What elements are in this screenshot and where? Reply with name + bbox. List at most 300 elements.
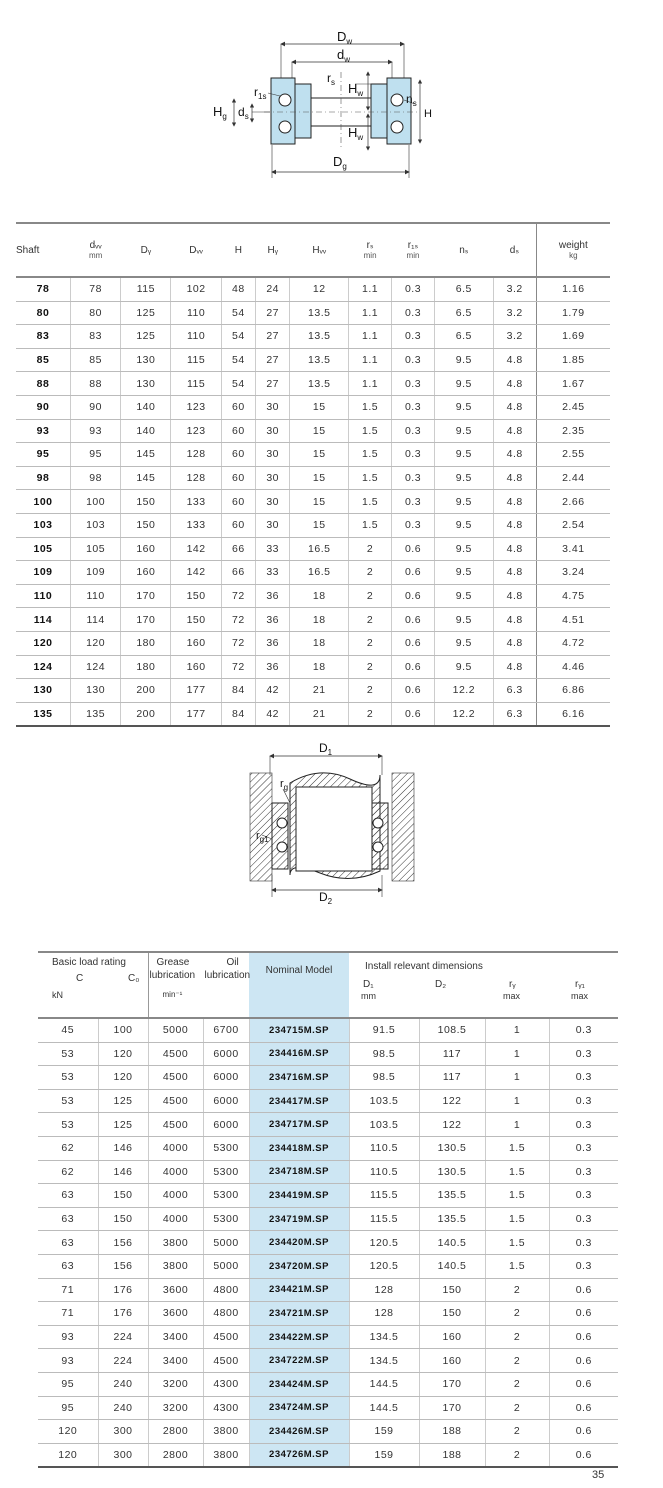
table-cell: 110 bbox=[171, 325, 221, 349]
table-cell: 3.24 bbox=[536, 561, 610, 585]
table-cell: 16.5 bbox=[290, 537, 349, 561]
table-cell: 15 bbox=[290, 490, 349, 514]
table-cell: 150 bbox=[98, 1207, 148, 1231]
table-cell: 0.6 bbox=[392, 679, 435, 703]
dimensions-header-cell bbox=[536, 223, 610, 277]
header-label: dₛ bbox=[509, 244, 520, 256]
table-cell: 60 bbox=[221, 419, 255, 443]
table-cell: 4.51 bbox=[536, 608, 610, 632]
basic-load-label: Basic load rating bbox=[52, 957, 126, 968]
table-cell: 3800 bbox=[148, 1231, 203, 1255]
table-cell: 140.5 bbox=[419, 1231, 485, 1255]
table-cell: 36 bbox=[256, 584, 290, 608]
table-cell: 16.5 bbox=[290, 561, 349, 585]
table-cell: 62 bbox=[38, 1136, 98, 1160]
table-cell: 9.5 bbox=[434, 513, 493, 537]
table-row bbox=[16, 608, 610, 632]
table-cell: 2.45 bbox=[536, 395, 610, 419]
table-cell: 33 bbox=[256, 561, 290, 585]
rg1-label: rᵧ₁ bbox=[575, 979, 585, 990]
table-cell: 4.8 bbox=[493, 631, 536, 655]
table-cell: 160 bbox=[171, 655, 221, 679]
table-cell: 145 bbox=[121, 466, 171, 490]
table-cell: 102 bbox=[171, 277, 221, 301]
table-cell: 160 bbox=[171, 631, 221, 655]
shaft-size-cell: 114 bbox=[16, 608, 71, 632]
table-cell: 125 bbox=[98, 1113, 148, 1137]
table-cell: 2.66 bbox=[536, 490, 610, 514]
table-cell: 9.5 bbox=[434, 655, 493, 679]
table-cell: 146 bbox=[98, 1136, 148, 1160]
table-row bbox=[38, 1231, 618, 1255]
header-label: r₁ₛ bbox=[407, 240, 419, 251]
table-cell: 0.6 bbox=[549, 1278, 618, 1302]
table-cell: 115.5 bbox=[349, 1184, 419, 1208]
table-cell: 3.2 bbox=[493, 277, 536, 301]
table-cell: 62 bbox=[38, 1160, 98, 1184]
table-cell: 53 bbox=[38, 1113, 98, 1137]
mm-label: mm bbox=[361, 991, 376, 1001]
shaft-size-cell: 135 bbox=[16, 702, 71, 726]
table-cell: 103.5 bbox=[349, 1089, 419, 1113]
table-cell: 1.5 bbox=[349, 443, 392, 467]
table-cell: 90 bbox=[71, 395, 121, 419]
table-cell: 18 bbox=[290, 584, 349, 608]
table-cell: 1.67 bbox=[536, 372, 610, 396]
table-cell: 0.3 bbox=[392, 301, 435, 325]
table-cell: 180 bbox=[121, 655, 171, 679]
table-cell: 98.5 bbox=[349, 1066, 419, 1090]
table-cell: 5000 bbox=[203, 1254, 249, 1278]
table-cell: 9.5 bbox=[434, 631, 493, 655]
table-cell: 135 bbox=[71, 702, 121, 726]
table-cell: 63 bbox=[38, 1184, 98, 1208]
shaft-size-cell: 109 bbox=[16, 561, 71, 585]
table-cell: 200 bbox=[121, 679, 171, 703]
table-cell: 12.2 bbox=[434, 679, 493, 703]
table-cell: 4500 bbox=[148, 1066, 203, 1090]
table-cell: 150 bbox=[121, 513, 171, 537]
header-label: Dᵧ bbox=[140, 244, 152, 256]
table-cell: 1.5 bbox=[485, 1231, 549, 1255]
table-cell: 27 bbox=[256, 372, 290, 396]
table-cell: 15 bbox=[290, 466, 349, 490]
header-label: nₛ bbox=[459, 244, 469, 256]
table-cell: 0.6 bbox=[392, 561, 435, 585]
table-cell: 0.3 bbox=[392, 490, 435, 514]
table-cell: 108.5 bbox=[419, 1018, 485, 1042]
grease-lub-label: lubrication bbox=[149, 970, 196, 981]
table-cell: 2 bbox=[349, 537, 392, 561]
table-cell: 9.5 bbox=[434, 584, 493, 608]
table-row bbox=[16, 443, 610, 467]
table-cell: 0.3 bbox=[392, 372, 435, 396]
table-cell: 60 bbox=[221, 466, 255, 490]
install-header bbox=[349, 952, 618, 1018]
table-cell: 53 bbox=[38, 1089, 98, 1113]
table-cell: 3.2 bbox=[493, 325, 536, 349]
table-cell: 3400 bbox=[148, 1325, 203, 1349]
table-cell: 2.55 bbox=[536, 443, 610, 467]
table-cell: 177 bbox=[171, 702, 221, 726]
table-row bbox=[38, 1160, 618, 1184]
table-cell: 2.54 bbox=[536, 513, 610, 537]
table-cell: 53 bbox=[38, 1042, 98, 1066]
table-cell: 2 bbox=[485, 1278, 549, 1302]
dimensions-header-cell bbox=[171, 223, 221, 277]
table-cell: 1.1 bbox=[349, 325, 392, 349]
table-cell: 1 bbox=[485, 1113, 549, 1137]
table-cell: 159 bbox=[349, 1420, 419, 1444]
model-cell: 234722M.SP bbox=[249, 1349, 349, 1373]
table-cell: 3200 bbox=[148, 1396, 203, 1420]
table-cell: 135.5 bbox=[419, 1184, 485, 1208]
table-cell: 4500 bbox=[203, 1325, 249, 1349]
table-cell: 4000 bbox=[148, 1184, 203, 1208]
table-cell: 0.3 bbox=[549, 1136, 618, 1160]
table-cell: 72 bbox=[221, 584, 255, 608]
table-cell: 63 bbox=[38, 1231, 98, 1255]
shaft-size-cell: 90 bbox=[16, 395, 71, 419]
table-cell: 130.5 bbox=[419, 1136, 485, 1160]
table-cell: 60 bbox=[221, 443, 255, 467]
table-cell: 0.6 bbox=[549, 1325, 618, 1349]
table-cell: 48 bbox=[221, 277, 255, 301]
shaft-size-cell: 95 bbox=[16, 443, 71, 467]
shaft-size-cell: 124 bbox=[16, 655, 71, 679]
table-cell: 130 bbox=[71, 679, 121, 703]
table-cell: 114 bbox=[71, 608, 121, 632]
table-cell: 6000 bbox=[203, 1066, 249, 1090]
table-cell: 4.8 bbox=[493, 537, 536, 561]
header-unit: kg bbox=[569, 251, 578, 260]
table-cell: 98.5 bbox=[349, 1042, 419, 1066]
table-row bbox=[16, 466, 610, 490]
table-cell: 176 bbox=[98, 1278, 148, 1302]
header-unit: mm bbox=[88, 251, 103, 260]
table-cell: 0.6 bbox=[392, 537, 435, 561]
table-cell: 150 bbox=[171, 584, 221, 608]
table-cell: 0.3 bbox=[549, 1018, 618, 1042]
table-cell: 71 bbox=[38, 1278, 98, 1302]
table-cell: 1.5 bbox=[349, 466, 392, 490]
table-cell: 0.3 bbox=[392, 395, 435, 419]
table-cell: 4.72 bbox=[536, 631, 610, 655]
table-cell: 4.8 bbox=[493, 419, 536, 443]
model-cell: 234426M.SP bbox=[249, 1420, 349, 1444]
table-row bbox=[38, 1349, 618, 1373]
table-cell: 1.5 bbox=[349, 395, 392, 419]
label-dw: $d_w$ bbox=[337, 47, 351, 64]
model-cell: 234416M.SP bbox=[249, 1042, 349, 1066]
table-cell: 0.3 bbox=[549, 1089, 618, 1113]
table-cell: 5300 bbox=[203, 1184, 249, 1208]
table-cell: 36 bbox=[256, 631, 290, 655]
label-hw-bottom: $H_w$ bbox=[348, 125, 364, 142]
table-row bbox=[16, 537, 610, 561]
label-ns: $n_s$ bbox=[406, 92, 417, 108]
table-cell: 150 bbox=[98, 1184, 148, 1208]
table-cell: 4300 bbox=[203, 1396, 249, 1420]
dimensions-header-cell bbox=[71, 223, 121, 277]
dimensions-header-cell bbox=[349, 223, 392, 277]
table-cell: 4.8 bbox=[493, 395, 536, 419]
header-label: Dᵥᵥ bbox=[189, 244, 203, 256]
table-row bbox=[38, 1018, 618, 1042]
table-cell: 5000 bbox=[203, 1231, 249, 1255]
table-cell: 160 bbox=[121, 561, 171, 585]
load-rating-table bbox=[38, 951, 618, 1468]
shaft-size-cell: 110 bbox=[16, 584, 71, 608]
table-cell: 2.35 bbox=[536, 419, 610, 443]
table-cell: 4500 bbox=[148, 1113, 203, 1137]
table-cell: 117 bbox=[419, 1066, 485, 1090]
c0-label: C₀ bbox=[128, 973, 140, 984]
table-row bbox=[16, 679, 610, 703]
table-cell: 1.5 bbox=[349, 490, 392, 514]
table-cell: 0.6 bbox=[392, 608, 435, 632]
model-cell: 234418M.SP bbox=[249, 1136, 349, 1160]
shaft-size-cell: 130 bbox=[16, 679, 71, 703]
model-cell: 234419M.SP bbox=[249, 1184, 349, 1208]
table-cell: 115 bbox=[121, 277, 171, 301]
table-cell: 54 bbox=[221, 348, 255, 372]
table-cell: 156 bbox=[98, 1254, 148, 1278]
table-cell: 300 bbox=[98, 1443, 148, 1467]
table-cell: 0.3 bbox=[392, 419, 435, 443]
table-cell: 125 bbox=[121, 325, 171, 349]
table-cell: 177 bbox=[171, 679, 221, 703]
table-cell: 4000 bbox=[148, 1207, 203, 1231]
table-row bbox=[16, 372, 610, 396]
model-cell: 234719M.SP bbox=[249, 1207, 349, 1231]
dimensions-table bbox=[16, 222, 610, 727]
table-cell: 1 bbox=[485, 1042, 549, 1066]
table-cell: 1.5 bbox=[485, 1207, 549, 1231]
model-cell: 234424M.SP bbox=[249, 1372, 349, 1396]
table-cell: 6000 bbox=[203, 1089, 249, 1113]
table-row bbox=[38, 1042, 618, 1066]
table-cell: 140 bbox=[121, 395, 171, 419]
table-cell: 2 bbox=[349, 584, 392, 608]
table-cell: 6.3 bbox=[493, 702, 536, 726]
table-cell: 0.3 bbox=[392, 513, 435, 537]
table-cell: 5300 bbox=[203, 1207, 249, 1231]
load-rating-header bbox=[38, 952, 148, 1018]
table-cell: 83 bbox=[71, 325, 121, 349]
table-cell: 125 bbox=[98, 1089, 148, 1113]
table-cell: 4.8 bbox=[493, 584, 536, 608]
table-cell: 21 bbox=[290, 702, 349, 726]
table-cell: 4300 bbox=[203, 1372, 249, 1396]
dimensions-header-row bbox=[16, 223, 610, 277]
table-cell: 142 bbox=[171, 561, 221, 585]
table-cell: 2 bbox=[485, 1349, 549, 1373]
table-cell: 12.2 bbox=[434, 702, 493, 726]
table-cell: 160 bbox=[419, 1325, 485, 1349]
table-row bbox=[16, 395, 610, 419]
table-cell: 15 bbox=[290, 513, 349, 537]
table-cell: 4.8 bbox=[493, 443, 536, 467]
table-cell: 0.3 bbox=[392, 277, 435, 301]
table-row bbox=[16, 325, 610, 349]
table-cell: 9.5 bbox=[434, 395, 493, 419]
table-cell: 6.5 bbox=[434, 301, 493, 325]
dimensions-header-cell bbox=[221, 223, 255, 277]
table-cell: 84 bbox=[221, 702, 255, 726]
table-cell: 0.3 bbox=[549, 1160, 618, 1184]
table-cell: 4.8 bbox=[493, 561, 536, 585]
table-cell: 146 bbox=[98, 1160, 148, 1184]
table-cell: 1 bbox=[485, 1066, 549, 1090]
model-cell: 234726M.SP bbox=[249, 1443, 349, 1467]
table-cell: 115 bbox=[171, 348, 221, 372]
table-cell: 135.5 bbox=[419, 1207, 485, 1231]
table-cell: 3800 bbox=[203, 1420, 249, 1444]
table-cell: 170 bbox=[121, 608, 171, 632]
table-cell: 4.8 bbox=[493, 513, 536, 537]
table-cell: 78 bbox=[71, 277, 121, 301]
table-cell: 125 bbox=[121, 301, 171, 325]
table-row bbox=[38, 1420, 618, 1444]
table-cell: 0.3 bbox=[549, 1254, 618, 1278]
dimensions-header-cell bbox=[290, 223, 349, 277]
table-cell: 72 bbox=[221, 655, 255, 679]
table-cell: 0.6 bbox=[392, 655, 435, 679]
label-D1: $D_1$ bbox=[319, 741, 333, 757]
table-cell: 5300 bbox=[203, 1160, 249, 1184]
table-row bbox=[16, 419, 610, 443]
table-cell: 128 bbox=[171, 443, 221, 467]
table-row bbox=[38, 1302, 618, 1326]
table-row bbox=[16, 348, 610, 372]
table-cell: 120 bbox=[98, 1042, 148, 1066]
table-cell: 88 bbox=[71, 372, 121, 396]
header-label: Hᵧ bbox=[267, 244, 278, 256]
table-cell: 72 bbox=[221, 631, 255, 655]
table-cell: 9.5 bbox=[434, 419, 493, 443]
table-cell: 53 bbox=[38, 1066, 98, 1090]
table-cell: 2 bbox=[485, 1325, 549, 1349]
table-row bbox=[38, 1066, 618, 1090]
table-cell: 60 bbox=[221, 513, 255, 537]
table-cell: 42 bbox=[256, 679, 290, 703]
table-cell: 2.44 bbox=[536, 466, 610, 490]
table-cell: 9.5 bbox=[434, 372, 493, 396]
model-cell: 234718M.SP bbox=[249, 1160, 349, 1184]
model-cell: 234720M.SP bbox=[249, 1254, 349, 1278]
table-row bbox=[16, 490, 610, 514]
dimensions-header-cell bbox=[16, 223, 71, 277]
table-cell: 160 bbox=[121, 537, 171, 561]
model-cell: 234417M.SP bbox=[249, 1089, 349, 1113]
table-cell: 30 bbox=[256, 466, 290, 490]
table-cell: 1.85 bbox=[536, 348, 610, 372]
table-cell: 21 bbox=[290, 679, 349, 703]
table-cell: 1.79 bbox=[536, 301, 610, 325]
table-cell: 15 bbox=[290, 395, 349, 419]
table-cell: 103.5 bbox=[349, 1113, 419, 1137]
table-cell: 224 bbox=[98, 1325, 148, 1349]
table-cell: 103 bbox=[71, 513, 121, 537]
table-cell: 54 bbox=[221, 372, 255, 396]
table-cell: 122 bbox=[419, 1089, 485, 1113]
table-cell: 9.5 bbox=[434, 490, 493, 514]
table-cell: 3600 bbox=[148, 1278, 203, 1302]
table-cell: 188 bbox=[419, 1443, 485, 1467]
model-cell: 234716M.SP bbox=[249, 1066, 349, 1090]
table-cell: 98 bbox=[71, 466, 121, 490]
table-cell: 2 bbox=[349, 702, 392, 726]
table-cell: 95 bbox=[71, 443, 121, 467]
model-cell: 234717M.SP bbox=[249, 1113, 349, 1137]
table-cell: 140.5 bbox=[419, 1254, 485, 1278]
table-cell: 15 bbox=[290, 443, 349, 467]
table-cell: 2800 bbox=[148, 1420, 203, 1444]
table-cell: 4.8 bbox=[493, 348, 536, 372]
table-cell: 95 bbox=[38, 1372, 98, 1396]
table-cell: 1 bbox=[485, 1089, 549, 1113]
table-row bbox=[38, 1254, 618, 1278]
table-cell: 170 bbox=[121, 584, 171, 608]
table-cell: 150 bbox=[171, 608, 221, 632]
table-cell: 4800 bbox=[203, 1278, 249, 1302]
table-cell: 123 bbox=[171, 419, 221, 443]
table-cell: 176 bbox=[98, 1302, 148, 1326]
table-cell: 30 bbox=[256, 490, 290, 514]
table-cell: 93 bbox=[71, 419, 121, 443]
table-cell: 1.5 bbox=[485, 1136, 549, 1160]
table-cell: 4800 bbox=[203, 1302, 249, 1326]
table-row bbox=[16, 584, 610, 608]
table-cell: 142 bbox=[171, 537, 221, 561]
table-cell: 2 bbox=[485, 1443, 549, 1467]
table-cell: 9.5 bbox=[434, 561, 493, 585]
header-label: Hᵥᵥ bbox=[312, 244, 327, 256]
table-cell: 0.3 bbox=[549, 1066, 618, 1090]
table-cell: 0.6 bbox=[392, 584, 435, 608]
table-cell: 24 bbox=[256, 277, 290, 301]
table-cell: 110 bbox=[171, 301, 221, 325]
table-cell: 80 bbox=[71, 301, 121, 325]
table-cell: 6.16 bbox=[536, 702, 610, 726]
table-cell: 27 bbox=[256, 325, 290, 349]
table-cell: 2 bbox=[485, 1372, 549, 1396]
table-cell: 105 bbox=[71, 537, 121, 561]
table-cell: 0.3 bbox=[549, 1184, 618, 1208]
table-row bbox=[16, 301, 610, 325]
kn-label: kN bbox=[52, 990, 63, 1000]
speed-header bbox=[148, 952, 249, 1018]
table-cell: 123 bbox=[171, 395, 221, 419]
table-cell: 91.5 bbox=[349, 1018, 419, 1042]
table-cell: 117 bbox=[419, 1042, 485, 1066]
table-cell: 0.3 bbox=[549, 1231, 618, 1255]
table-cell: 36 bbox=[256, 608, 290, 632]
table-cell: 3.41 bbox=[536, 537, 610, 561]
table-cell: 120 bbox=[38, 1420, 98, 1444]
table-cell: 0.6 bbox=[549, 1349, 618, 1373]
table-cell: 133 bbox=[171, 513, 221, 537]
shaft-size-cell: 103 bbox=[16, 513, 71, 537]
table-cell: 0.6 bbox=[549, 1302, 618, 1326]
table-cell: 6.86 bbox=[536, 679, 610, 703]
table-cell: 2 bbox=[349, 655, 392, 679]
table-cell: 84 bbox=[221, 679, 255, 703]
table-cell: 1.1 bbox=[349, 348, 392, 372]
table-cell: 150 bbox=[121, 490, 171, 514]
table-cell: 160 bbox=[419, 1349, 485, 1373]
